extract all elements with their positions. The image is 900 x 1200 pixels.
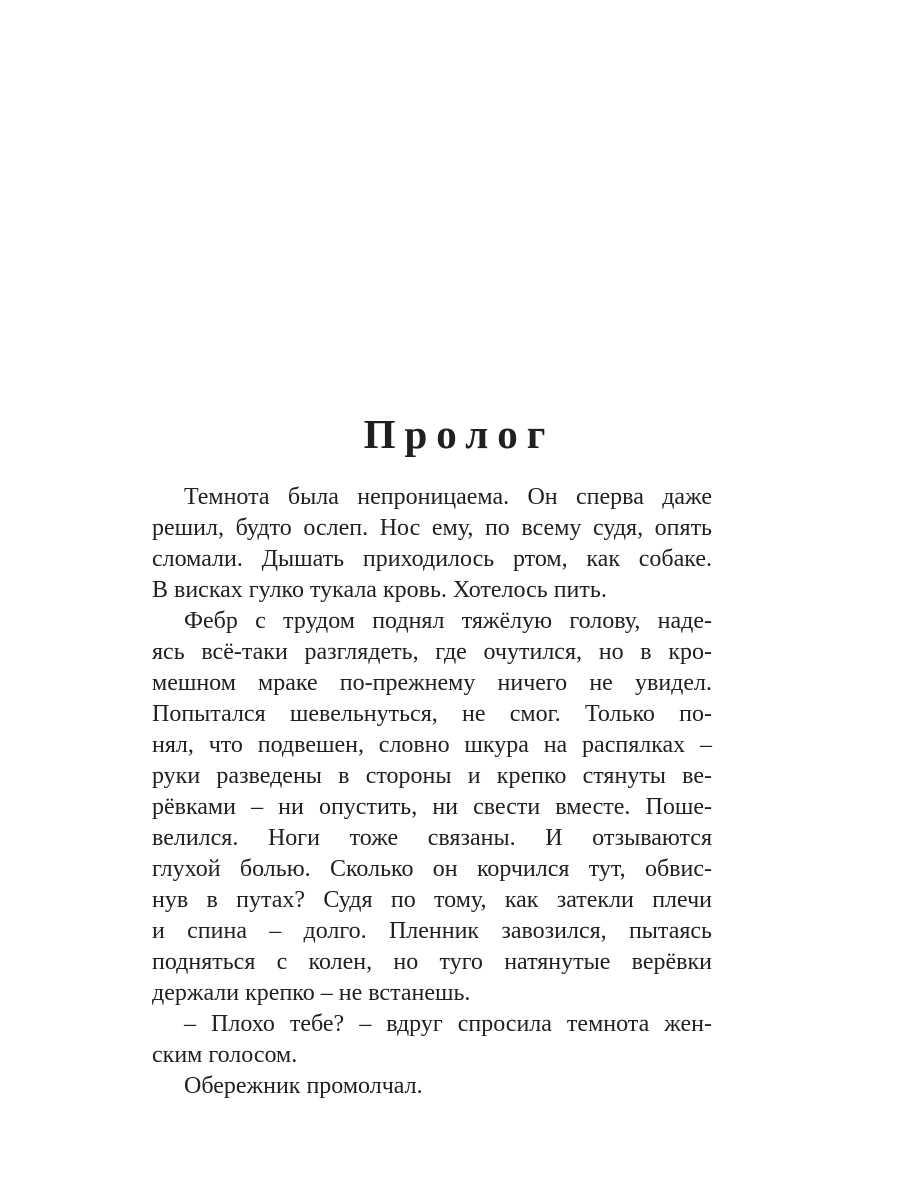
- text-line: Обережник промолчал.: [184, 1073, 423, 1099]
- text-line: Темнота была непроницаема. Он сперва даже: [184, 484, 712, 510]
- text-line: подняться с колен, но туго натянутые верёвки: [152, 949, 712, 975]
- text-line: Попытался шевельнуться, не смог. Только по-: [152, 701, 712, 727]
- text-line: – Плохо тебе? – вдруг спросила темнота жен-: [184, 1011, 712, 1037]
- text-line: держали крепко – не встанешь.: [152, 980, 471, 1006]
- text-line: нял, что подвешен, словно шкура на распялках –: [152, 732, 712, 758]
- text-line: нув в путах? Судя по тому, как затекли плечи: [152, 887, 712, 913]
- chapter-text: [152, 482, 712, 1102]
- text-line: сломали. Дышать приходилось ртом, как собаке.: [152, 546, 712, 572]
- text-line: велился. Ноги тоже связаны. И отзываются: [152, 825, 712, 851]
- text-line: В висках гулко тукала кровь. Хотелось пить.: [152, 577, 607, 603]
- text-line: ясь всё-таки разглядеть, где очутился, но в кро-: [152, 639, 712, 665]
- text-line: глухой болью. Сколько он корчился тут, обвис-: [152, 856, 712, 882]
- text-line: мешном мраке по-прежнему ничего не увидел.: [152, 670, 712, 696]
- text-line: решил, будто ослеп. Нос ему, по всему судя, опять: [152, 515, 712, 541]
- text-line: рёвками – ни опустить, ни свести вместе. Поше-: [152, 794, 712, 820]
- text-line: и спина – долго. Пленник завозился, пытаясь: [152, 918, 712, 944]
- text-line: Фебр с трудом поднял тяжёлую голову, наде-: [184, 608, 712, 634]
- chapter-title: Пролог: [363, 411, 555, 457]
- text-line: руки разведены в стороны и крепко стянуты ве-: [152, 763, 712, 789]
- text-line: ским голосом.: [152, 1042, 298, 1068]
